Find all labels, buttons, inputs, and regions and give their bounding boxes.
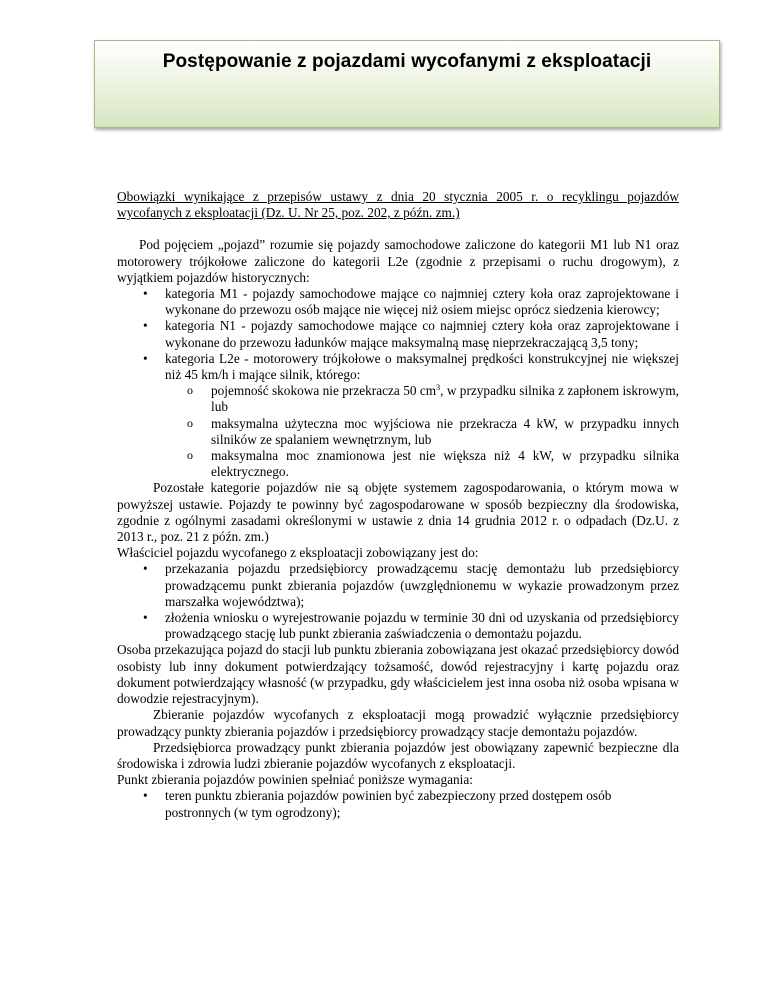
requirements-intro: Punkt zbierania pojazdów powinien spełniać poniższe wymagania: (117, 772, 473, 788)
category-l2e-text: kategoria L2e - motorowery trójkołowe o maksymalnej prędkości konstrukcyjnej nie większej niż 45 km/h i mające silnik, którego: (165, 350, 679, 383)
intro-paragraph: Pod pojęciem „pojazd” rozumie się pojazdy samochodowe zaliczone do kategorii M1 lub N1 oraz motorowery trójkołowe zaliczone do kategorii L2e (zgodnie z przepisami o ruchu drogowym), z wyjątkiem pojazdów historycznych: (117, 237, 679, 285)
engine-condition-electric: o maksymalna moc znamionowa jest nie większa niż 4 kW, w przypadku silnika elektrycznego. (117, 448, 679, 480)
other-categories-paragraph: Pozostałe kategorie pojazdów nie są objęte systemem zagospodarowania, o którym mowa w powyższej ustawie. Pojazdy te powinny być zagospodarowane w sposób bezpieczny dla środowiska, zgodnie z ogólnymi zasadami określonymi w ustawie z dnia 14 grudnia 2012 r. o odpadach (Dz.U. z 2013 r., poz. 21 z późn. zm.) (117, 480, 679, 545)
engine-condition-displacement-post: , w przypadku silnika z zapłonem iskrowym, lub (211, 383, 679, 415)
entrepreneur-paragraph: Przedsiębiorca prowadzący punkt zbierania pojazdów jest obowiązany zapewnić bezpieczne dla środowiska i zdrowia ludzi zbieranie pojazdów wycofanych z eksploatacji. (117, 739, 679, 771)
title-box (94, 40, 720, 128)
category-l2e (117, 351, 679, 481)
page-title: Postępowanie z pojazdami wycofanymi z eksploatacji (162, 51, 652, 72)
obligation-list (117, 561, 679, 642)
requirement-item (117, 788, 679, 820)
owner-obligation-paragraph: Właściciel pojazdu wycofanego z eksploatacji zobowiązany jest do: (117, 545, 479, 561)
requirement-text-b: postronnych (w tym ogrodzony); (165, 804, 341, 820)
category-n1: • kategoria N1 - pojazdy samochodowe mające co najmniej cztery koła oraz zaprojektowane i wykonane do przewozu ładunków mające maksymalną masę nieprzekraczającą 3,5 tony; (117, 318, 679, 350)
documents-paragraph: Osoba przekazująca pojazd do stacji lub punktu zbierania zobowiązana jest okazać przedsiębiorcy dowód osobisty lub inny dokument potwierdzający tożsamość, dowód rejestracyjny i kartę pojazdu oraz dokument potwierdzający własność (w przypadku, gdy właścicielem jest inna osoba niż osoba wpisana w dowodzie rejestracyjnym). (117, 642, 680, 707)
obligation-item: • złożenia wniosku o wyrejestrowanie pojazdu w terminie 30 dni od uzyskania od przedsiębiorcy prowadzącego stację lub punkt zbierania zaświadczenia o demontażu pojazdu. (117, 610, 679, 642)
engine-condition-displacement-pre: pojemność skokowa nie przekracza 50 cm (211, 383, 437, 399)
obligation-item: • przekazania pojazdu przedsiębiorcy prowadzącemu stację demontażu lub przedsiębiorcy prowadzącemu punkt zbierania pojazdów (uwzględnionemu w wykazie prowadzonym przez marszałka województwa); (117, 561, 679, 610)
superscript-3: 3 (436, 383, 441, 393)
requirements-list (117, 788, 679, 820)
collection-paragraph: Zbieranie pojazdów wycofanych z eksploatacji mogą prowadzić wyłącznie przedsiębiorcy prowadzący punkty zbierania pojazdów i przedsiębiorcy prowadzący stacje demontażu pojazdów. (117, 707, 679, 739)
engine-condition-power: o maksymalna użyteczna moc wyjściowa nie przekracza 4 kW, w przypadku innych silników ze spalaniem wewnętrznym, lub (117, 416, 679, 448)
vehicle-category-list (117, 286, 679, 480)
document-body (117, 189, 679, 821)
engine-condition-displacement (117, 383, 679, 415)
section-heading: Obowiązki wynikające z przepisów ustawy z dnia 20 stycznia 2005 r. o recyklingu pojazdów wycofanych z eksploatacji (Dz. U. Nr 25, poz. 202, z późn. zm.) (117, 189, 679, 221)
category-m1: • kategoria M1 - pojazdy samochodowe mające co najmniej cztery koła oraz zaprojektowane i wykonane do przewozu osób mające nie więcej niż osiem miejsc oprócz siedzenia kierowcy; (117, 286, 679, 318)
requirement-text-a: teren punktu zbierania pojazdów powinien być zabezpieczony przed dostępem osób (165, 788, 612, 804)
engine-conditions-list (117, 383, 679, 480)
